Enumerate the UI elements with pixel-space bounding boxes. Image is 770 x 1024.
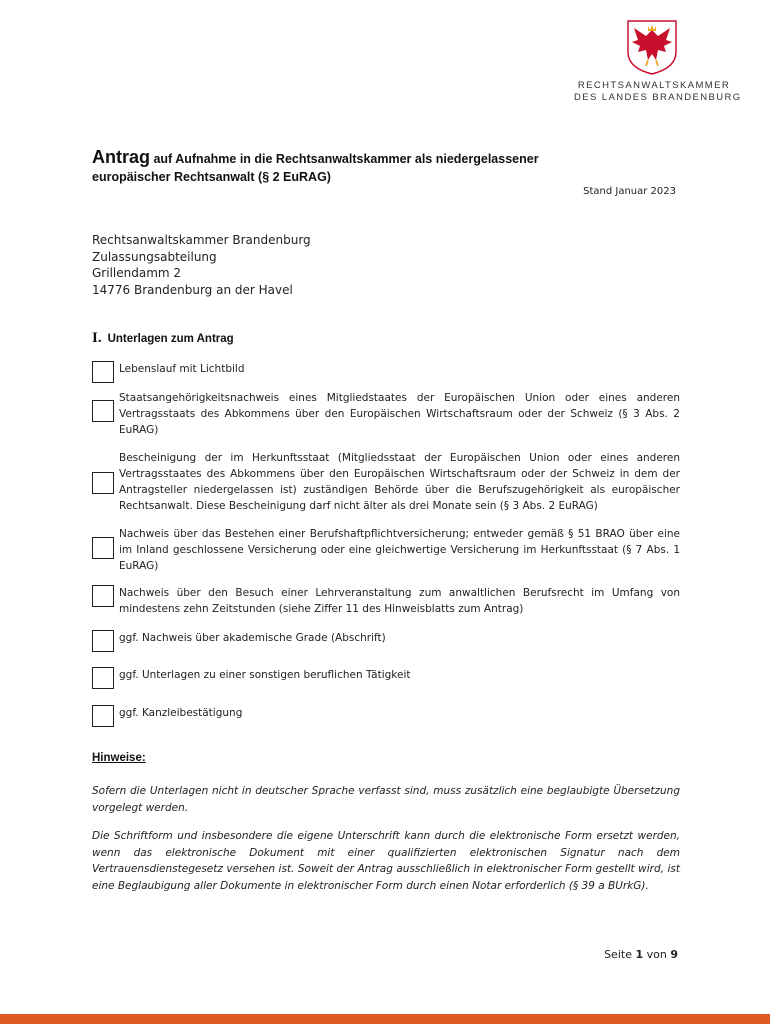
section-heading: [92, 330, 234, 347]
page-current: 1: [635, 948, 644, 961]
section-number: I.: [92, 330, 102, 346]
checkbox-berufshaftpflicht[interactable]: [92, 537, 114, 559]
page-total: 9: [670, 948, 678, 961]
address-line3: Grillendamm 2: [92, 266, 182, 280]
address-line1: Rechtsanwaltskammer Brandenburg: [92, 233, 311, 247]
page-middle: von: [643, 948, 671, 961]
brandenburg-eagle-logo: [624, 18, 680, 76]
chamber-name-line1: RECHTSANWALTSKAMMER: [577, 80, 731, 91]
title-line1: auf Aufnahme in die Rechtsanwaltskammer als niedergelassener: [150, 152, 539, 166]
title-line2: europäischer Rechtsanwalt (§ 2 EuRAG): [92, 170, 331, 184]
checkbox-staatsangehoerigkeit[interactable]: [92, 400, 114, 422]
item-text: Nachweis über den Besuch einer Lehrveranstaltung zum anwaltlichen Berufsrecht im Umfang von mindestens zehn Zeitstunden (siehe Ziffer 11 des Hinweisblatts zum Antrag): [119, 587, 680, 615]
item-text: Bescheinigung der im Herkunftsstaat (Mitgliedsstaat der Europäischen Union oder eines anderen Vertragsstaates des Abkommens über den Europäischen Wirtschaftsraum oder der Schweiz in dem der Antragsteller niedergelassen ist) zuständigen Behörde über die Berufszugehörigkeit als europäischer Rechtsanwalt. Diese Bescheinigung darf nicht älter als drei Monate sein (§ 3 Abs. 2 EuRAG): [119, 452, 680, 512]
chamber-name: [574, 80, 742, 104]
document-title: [92, 148, 692, 186]
title-word: Antrag: [92, 147, 150, 167]
page-prefix: Seite: [604, 948, 636, 961]
checkbox-bescheinigung[interactable]: [92, 472, 114, 494]
stand-date: Stand Januar 2023: [583, 186, 676, 197]
item-text: Nachweis über das Bestehen einer Berufshaftpflichtversicherung; entweder gemäß § 51 BRAO über eine im Inland geschlossene Versicherung oder eine gleichwertige Versicherung im Herkunftsstaat (§ 7 Abs. 1 EuRAG): [119, 528, 680, 572]
item-text: ggf. Kanzleibestätigung: [119, 707, 243, 719]
checkbox-lehrveranstaltung[interactable]: [92, 585, 114, 607]
checkbox-lebenslauf[interactable]: [92, 361, 114, 383]
checkbox-akademische-grade[interactable]: [92, 630, 114, 652]
footer-accent-bar: [0, 1014, 770, 1024]
hinweis-translation: Sofern die Unterlagen nicht in deutscher Sprache verfasst sind, muss zusätzlich eine beglaubigte Übersetzung vorgelegt werden.: [92, 785, 680, 814]
checkbox-berufliche-taetigkeit[interactable]: [92, 667, 114, 689]
section-title-text: Unterlagen zum Antrag: [107, 333, 234, 345]
item-text: Staatsangehörigkeitsnachweis eines Mitgliedstaates der Europäischen Union oder eines anderen Vertragsstaats des Abkommens über den Europäischen Wirtschaftsraum oder der Schweiz (§ 3 Abs. 2 EuRAG): [119, 392, 680, 436]
item-text: Lebenslauf mit Lichtbild: [119, 363, 245, 375]
address-line2: Zulassungsabteilung: [92, 249, 217, 264]
item-text: ggf. Nachweis über akademische Grade (Abschrift): [119, 632, 386, 644]
hinweise-heading: Hinweise:: [92, 752, 146, 764]
checkbox-kanzleibestaetigung[interactable]: [92, 705, 114, 727]
hinweis-electronic-form: Die Schriftform und insbesondere die eigene Unterschrift kann durch die elektronische Form ersetzt werden, wenn das elektronische Dokument mit einer qualifizierten elektronischen Signatur nach dem Vertrauensdienstegesetz versehen ist. Soweit der Antrag ausschließlich in elektronischer Form gestellt wird, ist eine Beglaubigung aller Dokumente in elektronischer Form durch einen Notar erforderlich (§ 39 a BUrkG).: [92, 830, 680, 892]
page-number: [604, 948, 678, 961]
recipient-address: [92, 232, 311, 298]
item-text: ggf. Unterlagen zu einer sonstigen beruflichen Tätigkeit: [119, 669, 411, 681]
chamber-name-line2: DES LANDES BRANDENBURG: [574, 92, 742, 103]
address-line4: 14776 Brandenburg an der Havel: [92, 282, 293, 297]
